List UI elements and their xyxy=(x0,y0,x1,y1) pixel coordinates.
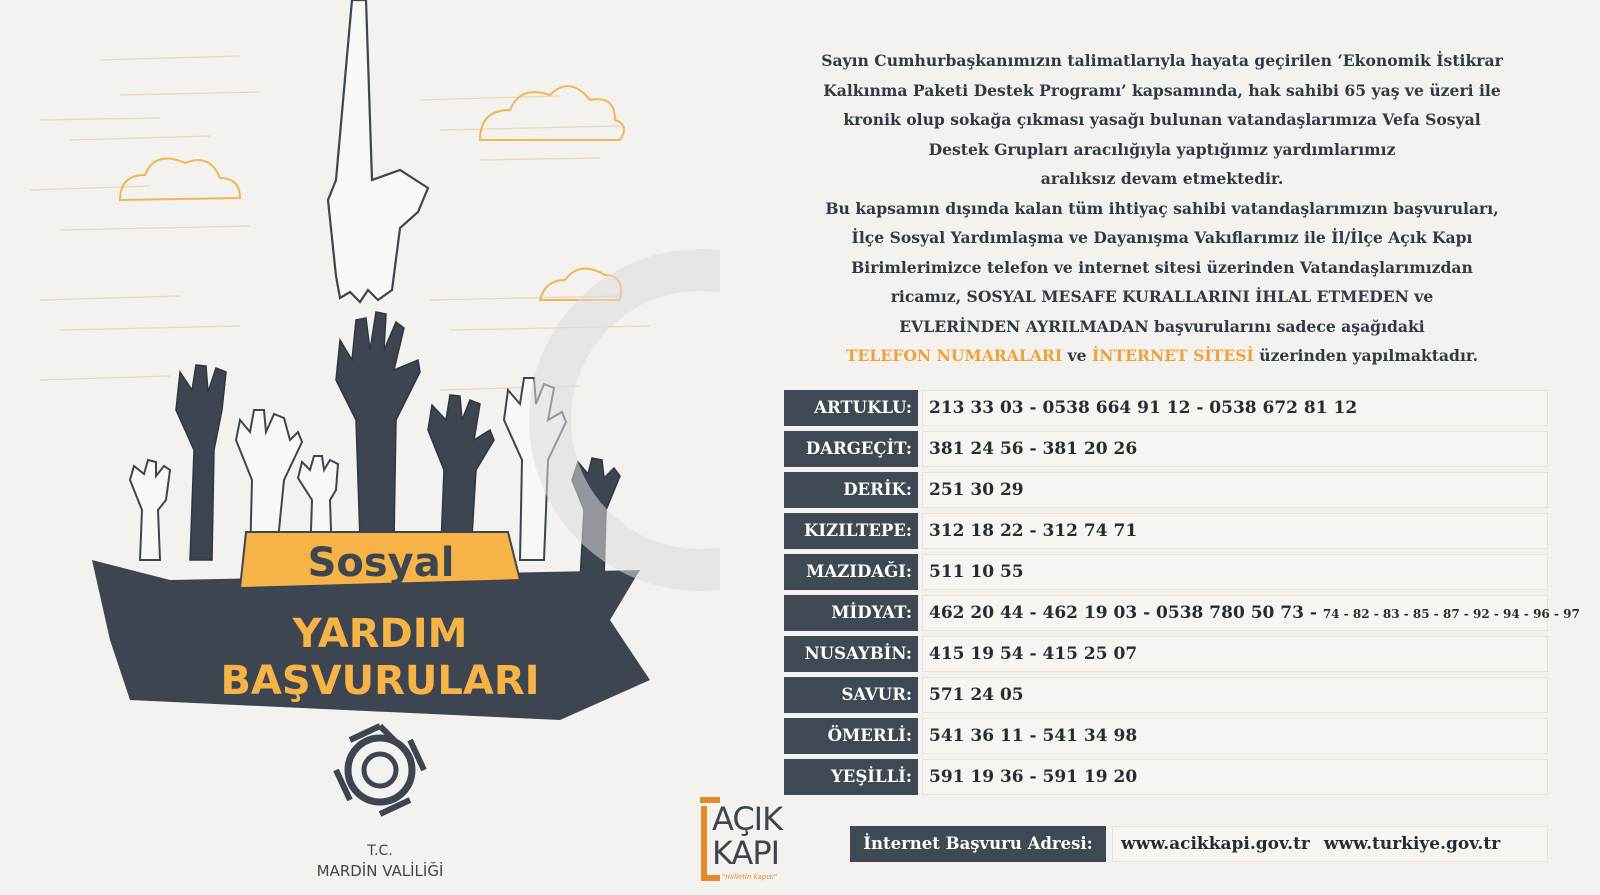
intro-line: ricamız, SOSYAL MESAFE KURALLARINI İHLAL ETMEDEN ve xyxy=(890,287,1434,306)
acik-kapi-logo xyxy=(698,797,798,885)
district-label: KIZILTEPE: xyxy=(784,513,918,549)
hands-illustration xyxy=(0,0,720,895)
highlight-phone-numbers: TELEFON NUMARALARI xyxy=(845,346,1063,365)
phone-text: 312 18 22 - 312 74 71 xyxy=(929,521,1138,541)
district-label: MİDYAT: xyxy=(784,595,918,631)
internet-address-row xyxy=(850,826,1548,862)
phone-numbers xyxy=(922,390,1548,426)
contact-row xyxy=(784,759,1548,795)
district-label: MAZIDAĞI: xyxy=(784,554,918,590)
district-label: SAVUR: xyxy=(784,677,918,713)
phone-text: 591 19 36 - 591 19 20 xyxy=(929,767,1138,787)
intro-line: Sayın Cumhurbaşkanımızın talimatlarıyla hayata geçirilen ‘Ekonomik İstikrar xyxy=(821,51,1503,70)
intro-line: EVLERİNDEN AYRILMADAN başvurularını sadece aşağıdaki xyxy=(899,316,1425,336)
intro-line: kronik olup sokağa çıkması yasağı bulunan vatandaşlarımıza Vefa Sosyal xyxy=(843,110,1481,129)
district-label: DERİK: xyxy=(784,472,918,508)
acik-kapi-line1: AÇIK xyxy=(712,800,783,838)
phone-numbers xyxy=(922,677,1548,713)
contact-row xyxy=(784,595,1580,631)
district-label: ARTUKLU: xyxy=(784,390,918,426)
intro-line: aralıksız devam etmektedir. xyxy=(1040,169,1284,188)
valilik-logo-icon xyxy=(336,726,424,814)
phone-text: 541 36 11 - 541 34 98 xyxy=(929,726,1138,746)
phone-text: 251 30 29 xyxy=(929,480,1024,500)
contact-row xyxy=(784,636,1548,672)
illustration xyxy=(0,0,720,895)
logo-mardin: MARDİN VALİLİĞİ xyxy=(316,862,444,880)
intro-line: Destek Grupları aracılığıyla yaptığımız yardımlarımız xyxy=(928,139,1396,159)
website-link-acikkapi[interactable]: www.acikkapi.gov.tr xyxy=(1121,834,1310,854)
acik-kapi-tagline: "milletin kapısı" xyxy=(722,873,778,881)
phone-extensions: 74 - 82 - 83 - 85 - 87 - 92 - 94 - 96 - 97 xyxy=(1322,607,1580,621)
phone-numbers xyxy=(922,513,1548,549)
intro-line: Kalkınma Paketi Destek Programı’ kapsamında, hak sahibi 65 yaş ve üzeri ile xyxy=(823,80,1501,100)
phone-text: 381 24 56 - 381 20 26 xyxy=(929,439,1138,459)
phone-text: 415 19 54 - 415 25 07 xyxy=(929,644,1138,664)
intro-line: İlçe Sosyal Yardımlaşma ve Dayanışma Vakıflarımız ile İl/İlçe Açık Kapı xyxy=(851,228,1473,247)
internet-address-values xyxy=(1112,826,1548,862)
phone-numbers xyxy=(922,472,1548,508)
district-label: YEŞİLLİ: xyxy=(784,759,918,795)
phone-numbers xyxy=(922,554,1548,590)
contact-row xyxy=(784,431,1548,467)
phone-numbers xyxy=(922,431,1548,467)
phone-numbers xyxy=(922,759,1548,795)
logo-tc: T.C. xyxy=(367,843,393,859)
intro-line: Bu kapsamın dışında kalan tüm ihtiyaç sahibi vatandaşlarımızın başvuruları, xyxy=(825,198,1499,218)
watermark-logo xyxy=(550,270,720,570)
cloud-icon xyxy=(480,86,624,140)
contact-row xyxy=(784,390,1548,426)
banner-title-line2: BAŞVURULARI xyxy=(220,658,540,704)
banner-title-line1: YARDIM xyxy=(292,611,468,657)
contact-row xyxy=(784,554,1548,590)
district-label: ÖMERLİ: xyxy=(784,718,918,754)
highlight-internet-site: İNTERNET SİTESİ xyxy=(1092,346,1254,365)
contact-row xyxy=(784,718,1548,754)
intro-paragraph xyxy=(798,46,1526,371)
website-link-turkiye[interactable]: www.turkiye.gov.tr xyxy=(1323,834,1501,854)
phone-text: 571 24 05 xyxy=(929,685,1024,705)
phone-text: 213 33 03 - 0538 664 91 12 - 0538 672 81 12 xyxy=(929,398,1358,418)
banner-sosyal: Sosyal xyxy=(307,540,455,586)
district-label: NUSAYBİN: xyxy=(784,636,918,672)
contact-row xyxy=(784,677,1548,713)
phone-numbers xyxy=(922,636,1548,672)
intro-connector: ve xyxy=(1062,346,1093,365)
intro-line: Birimlerimizce telefon ve internet sitesi üzerinden Vatandaşlarımızdan xyxy=(851,257,1473,277)
phone-numbers xyxy=(922,718,1548,754)
contact-row xyxy=(784,513,1548,549)
phone-text: 462 20 44 - 462 19 03 - 0538 780 50 73 - xyxy=(929,603,1323,623)
cloud-icon xyxy=(120,159,240,200)
reaching-hand xyxy=(328,0,428,302)
acik-kapi-line2: KAPI xyxy=(712,834,780,872)
phone-text: 511 10 55 xyxy=(929,562,1024,582)
internet-address-label: İnternet Başvuru Adresi: xyxy=(850,826,1106,862)
intro-tail: üzerinden yapılmaktadır. xyxy=(1253,346,1479,365)
intro-last-line xyxy=(798,341,1526,371)
phone-numbers xyxy=(922,595,1580,631)
district-label: DARGEÇİT: xyxy=(784,431,918,467)
contact-row xyxy=(784,472,1548,508)
